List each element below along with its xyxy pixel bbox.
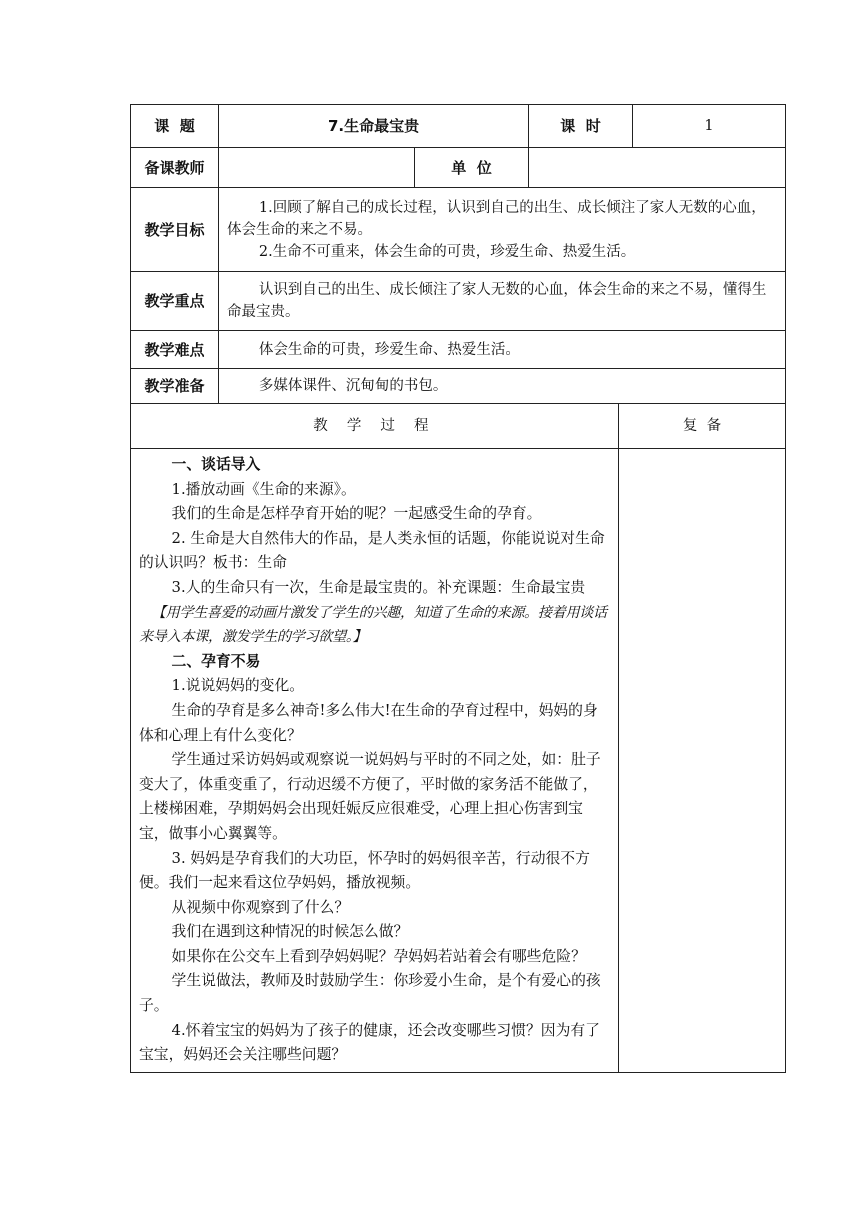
process-paragraph: 3. 妈妈是孕育我们的大功臣，怀孕时的妈妈很辛苦，行动很不方便。我们一起来看这位孕妈妈，播放视频。 bbox=[139, 849, 590, 892]
difficulty-content bbox=[219, 331, 786, 369]
process-paragraph: 3.人的生命只有一次，生命是最宝贵的。补充课题：生命最宝贵 bbox=[171, 578, 586, 596]
section-heading: 二、孕育不易 bbox=[171, 652, 261, 670]
keypoint-label: 教学重点 bbox=[131, 272, 219, 331]
process-header-left: 教 学 过 程 bbox=[131, 404, 619, 449]
process-content bbox=[131, 449, 619, 1073]
unit-label: 单 位 bbox=[415, 148, 529, 188]
topic-label: 课 题 bbox=[131, 105, 219, 148]
hours-label: 课 时 bbox=[529, 105, 633, 148]
process-header-row bbox=[131, 404, 786, 449]
keypoint-text: 认识到自己的出生、成长倾注了家人无数的心血，体会生命的来之不易，懂得生命最宝贵。 bbox=[227, 282, 767, 320]
process-paragraph: 从视频中你观察到了什么？ bbox=[171, 898, 350, 916]
preparation-text: 多媒体课件、沉甸甸的书包。 bbox=[258, 378, 448, 394]
process-paragraph: 我们的生命是怎样孕育开始的呢？一起感受生命的孕育。 bbox=[171, 505, 542, 523]
process-paragraph: 4.怀着宝宝的妈妈为了孩子的健康，还会改变哪些习惯？因为有了宝宝，妈妈还会关注哪些问题？ bbox=[139, 1021, 600, 1064]
process-header-right: 复 备 bbox=[619, 404, 786, 449]
teacher-label: 备课教师 bbox=[131, 148, 219, 188]
process-paragraph: 我们在遇到这种情况的时候怎么做？ bbox=[171, 923, 409, 941]
teaching-note: 【用学生喜爱的动画片激发了学生的兴趣，知道了生命的来源。接着用谈话来导入本课，激发学生的学习欲望。】 bbox=[139, 604, 607, 646]
teacher-value bbox=[219, 148, 415, 188]
keypoint-content bbox=[219, 272, 786, 331]
topic-value: 7.生命最宝贵 bbox=[219, 105, 529, 148]
preparation-row bbox=[131, 369, 786, 404]
process-paragraph: 如果你在公交车上看到孕妈妈呢？孕妈妈若站着会有哪些危险？ bbox=[171, 947, 586, 965]
objective-line-2: 2.生命不可重来，体会生命的可贵，珍爱生命、热爱生活。 bbox=[258, 243, 636, 260]
teacher-row bbox=[131, 148, 786, 188]
process-row bbox=[131, 449, 786, 1073]
preparation-label: 教学准备 bbox=[131, 369, 219, 404]
process-paragraph: 2. 生命是大自然伟大的作品，是人类永恒的话题，你能说说对生命的认识吗？板书：生命 bbox=[139, 529, 605, 572]
objectives-label: 教学目标 bbox=[131, 188, 219, 272]
lesson-plan-sheet bbox=[130, 104, 785, 1073]
unit-value bbox=[529, 148, 786, 188]
difficulty-text: 体会生命的可贵，珍爱生命、热爱生活。 bbox=[258, 341, 520, 358]
process-paragraph: 生命的孕育是多么神奇!多么伟大!在生命的孕育过程中，妈妈的身体和心理上有什么变化？ bbox=[139, 701, 598, 744]
process-paragraph: 1.播放动画《生命的来源》。 bbox=[171, 480, 356, 498]
process-paragraph: 1.说说妈妈的变化。 bbox=[171, 677, 305, 695]
objectives-content bbox=[219, 188, 786, 272]
process-paragraph: 学生说做法，教师及时鼓励学生：你珍爱小生命，是个有爱心的孩子。 bbox=[139, 972, 601, 1015]
hours-value: 1 bbox=[633, 105, 786, 148]
process-paragraph: 学生通过采访妈妈或观察说一说妈妈与平时的不同之处，如：肚子变大了，体重变重了，行动迟缓不方便了，平时做的家务活不能做了，上楼梯困难，孕期妈妈会出现妊娠反应很难受，心理上担心伤害到宝宝，做事小心翼翼等。 bbox=[139, 751, 601, 842]
topic-row bbox=[131, 105, 786, 148]
review-column bbox=[619, 449, 786, 1073]
section-heading: 一、谈话导入 bbox=[171, 456, 261, 473]
preparation-content bbox=[219, 369, 786, 404]
difficulty-label: 教学难点 bbox=[131, 331, 219, 369]
objective-line-1: 1.回顾了解自己的成长过程，认识到自己的出生、成长倾注了家人无数的心血，体会生命的来之不易。 bbox=[227, 199, 766, 238]
keypoint-row bbox=[131, 272, 786, 331]
lesson-plan-table bbox=[130, 104, 786, 1073]
objectives-row bbox=[131, 188, 786, 272]
difficulty-row bbox=[131, 331, 786, 369]
